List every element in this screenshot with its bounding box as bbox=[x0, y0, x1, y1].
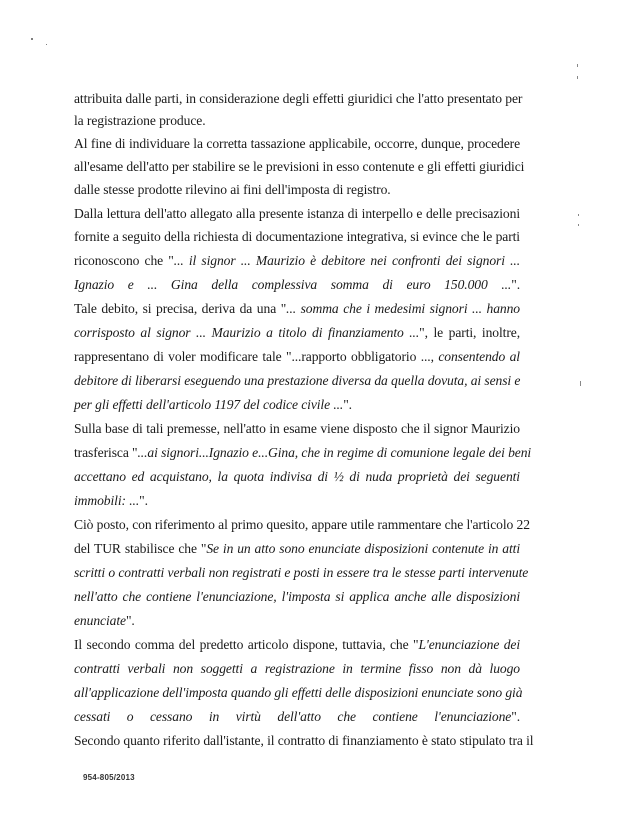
text-segment: scritti o contratti verbali non registrati e posti in essere tra le stesse parti intervenute bbox=[74, 565, 529, 580]
text-segment: ", le parti, inoltre, bbox=[419, 325, 520, 340]
text-line bbox=[74, 685, 523, 701]
text-segment: Ignazio e ... Gina della complessiva somma di euro 150.000 ... bbox=[74, 277, 512, 292]
text-segment: L'enunciazione dei bbox=[418, 637, 521, 652]
text-line bbox=[74, 493, 520, 509]
text-segment: ". bbox=[125, 613, 135, 628]
text-segment: ". bbox=[139, 493, 148, 508]
text-line bbox=[74, 613, 520, 629]
text-segment: Dalla lettura dell'atto allegato alla presente istanza di interpello e delle precisazioni bbox=[74, 206, 520, 221]
text-segment: per gli effetti dell'articolo 1197 del codice civile ... bbox=[74, 397, 344, 412]
text-segment: enunciate bbox=[74, 613, 126, 628]
text-line bbox=[74, 445, 532, 461]
text-segment: Ciò posto, con riferimento al primo quesito, appare utile rammentare che l'articolo 22 bbox=[74, 517, 530, 532]
text-segment: contratti verbali non soggetti a registrazione in termine fisso non dà luogo bbox=[74, 661, 520, 676]
text-line bbox=[74, 709, 520, 725]
text-line bbox=[74, 301, 520, 317]
text-segment: ... il signor ... Maurizio è debitore nei confronti dei signori ... bbox=[173, 253, 521, 268]
scan-margin-mark bbox=[578, 214, 579, 216]
text-line bbox=[74, 517, 530, 533]
text-line bbox=[74, 565, 529, 581]
text-segment: ... somma che i medesimi signori ... hanno bbox=[286, 301, 520, 316]
text-segment: rappresentano di voler modificare tale "...rapporto obbligatorio ..., bbox=[74, 349, 439, 364]
scan-margin-mark bbox=[577, 64, 578, 67]
text-segment: Secondo quanto riferito dall'istante, il contratto di finanziamento è stato stipulato tra il bbox=[74, 733, 534, 748]
text-line bbox=[74, 373, 520, 389]
text-segment: immobili: ... bbox=[74, 493, 140, 508]
text-segment: trasferisca " bbox=[74, 445, 138, 460]
text-segment: debitore di liberarsi eseguendo una prestazione diversa da quella dovuta, ai sensi e bbox=[74, 373, 521, 388]
text-segment: cessati o cessano in virtù dell'atto che contiene l'enunciazione bbox=[74, 709, 512, 724]
text-line bbox=[74, 541, 520, 557]
scan-speck bbox=[46, 44, 47, 45]
text-segment: corrisposto al signor ... Maurizio a titolo di finanziamento ... bbox=[74, 325, 420, 340]
text-segment: nell'atto che contiene l'enunciazione, l'imposta si applica anche alle disposizioni bbox=[74, 589, 520, 604]
text-line bbox=[74, 421, 520, 437]
text-segment: ...ai signori...Ignazio e...Gina, che in regime di comunione legale dei beni bbox=[137, 445, 532, 460]
scan-margin-mark bbox=[577, 76, 578, 79]
text-line bbox=[74, 325, 520, 341]
scan-speck bbox=[31, 38, 33, 40]
text-line bbox=[74, 206, 520, 222]
text-line bbox=[74, 229, 520, 245]
text-segment: ". bbox=[343, 397, 352, 412]
text-segment: attribuita dalle parti, in considerazione degli effetti giuridici che l'atto presentato per bbox=[74, 91, 523, 106]
text-line bbox=[74, 113, 520, 129]
scan-margin-mark bbox=[580, 381, 581, 386]
text-segment: fornite a seguito della richiesta di documentazione integrativa, si evince che le parti bbox=[74, 229, 520, 244]
text-segment: all'esame dell'atto per stabilire se le previsioni in esso contenute e gli effetti giuridici bbox=[74, 159, 525, 174]
text-line bbox=[74, 637, 520, 653]
text-segment: del TUR stabilisce che " bbox=[74, 541, 207, 556]
text-segment: Sulla base di tali premesse, nell'atto in esame viene disposto che il signor Maurizio bbox=[74, 421, 520, 436]
text-segment: consentendo al bbox=[438, 349, 520, 364]
scan-margin-mark bbox=[578, 224, 579, 226]
text-segment: ". bbox=[511, 277, 520, 292]
text-line bbox=[74, 589, 520, 605]
text-line bbox=[74, 91, 523, 107]
text-line bbox=[74, 469, 520, 485]
text-line bbox=[74, 733, 534, 749]
text-segment: Se in un atto sono enunciate disposizioni contenute in atti bbox=[206, 541, 520, 556]
text-line bbox=[74, 182, 520, 198]
text-segment: Al fine di individuare la corretta tassazione applicabile, occorre, dunque, procedere bbox=[74, 136, 520, 151]
text-line bbox=[74, 277, 520, 293]
text-segment: la registrazione produce. bbox=[74, 113, 206, 128]
text-line bbox=[74, 159, 525, 175]
text-line bbox=[74, 397, 520, 413]
text-line bbox=[74, 349, 520, 365]
text-segment: accettano ed acquistano, la quota indivisa di ½ di nuda proprietà dei seguenti bbox=[74, 469, 520, 484]
text-segment: dalle stesse prodotte rilevino ai fini dell'imposta di registro. bbox=[74, 182, 391, 197]
text-segment: Il secondo comma del predetto articolo dispone, tuttavia, che " bbox=[74, 637, 419, 652]
text-segment: ". bbox=[511, 709, 520, 724]
text-segment: riconoscono che " bbox=[74, 253, 174, 268]
document-reference-code: 954-805/2013 bbox=[83, 773, 135, 782]
text-line bbox=[74, 253, 520, 269]
text-segment: all'applicazione dell'imposta quando gli effetti delle disposizioni enunciate sono già bbox=[74, 685, 523, 700]
text-line bbox=[74, 136, 520, 152]
text-segment: Tale debito, si precisa, deriva da una " bbox=[74, 301, 287, 316]
text-line bbox=[74, 661, 520, 677]
